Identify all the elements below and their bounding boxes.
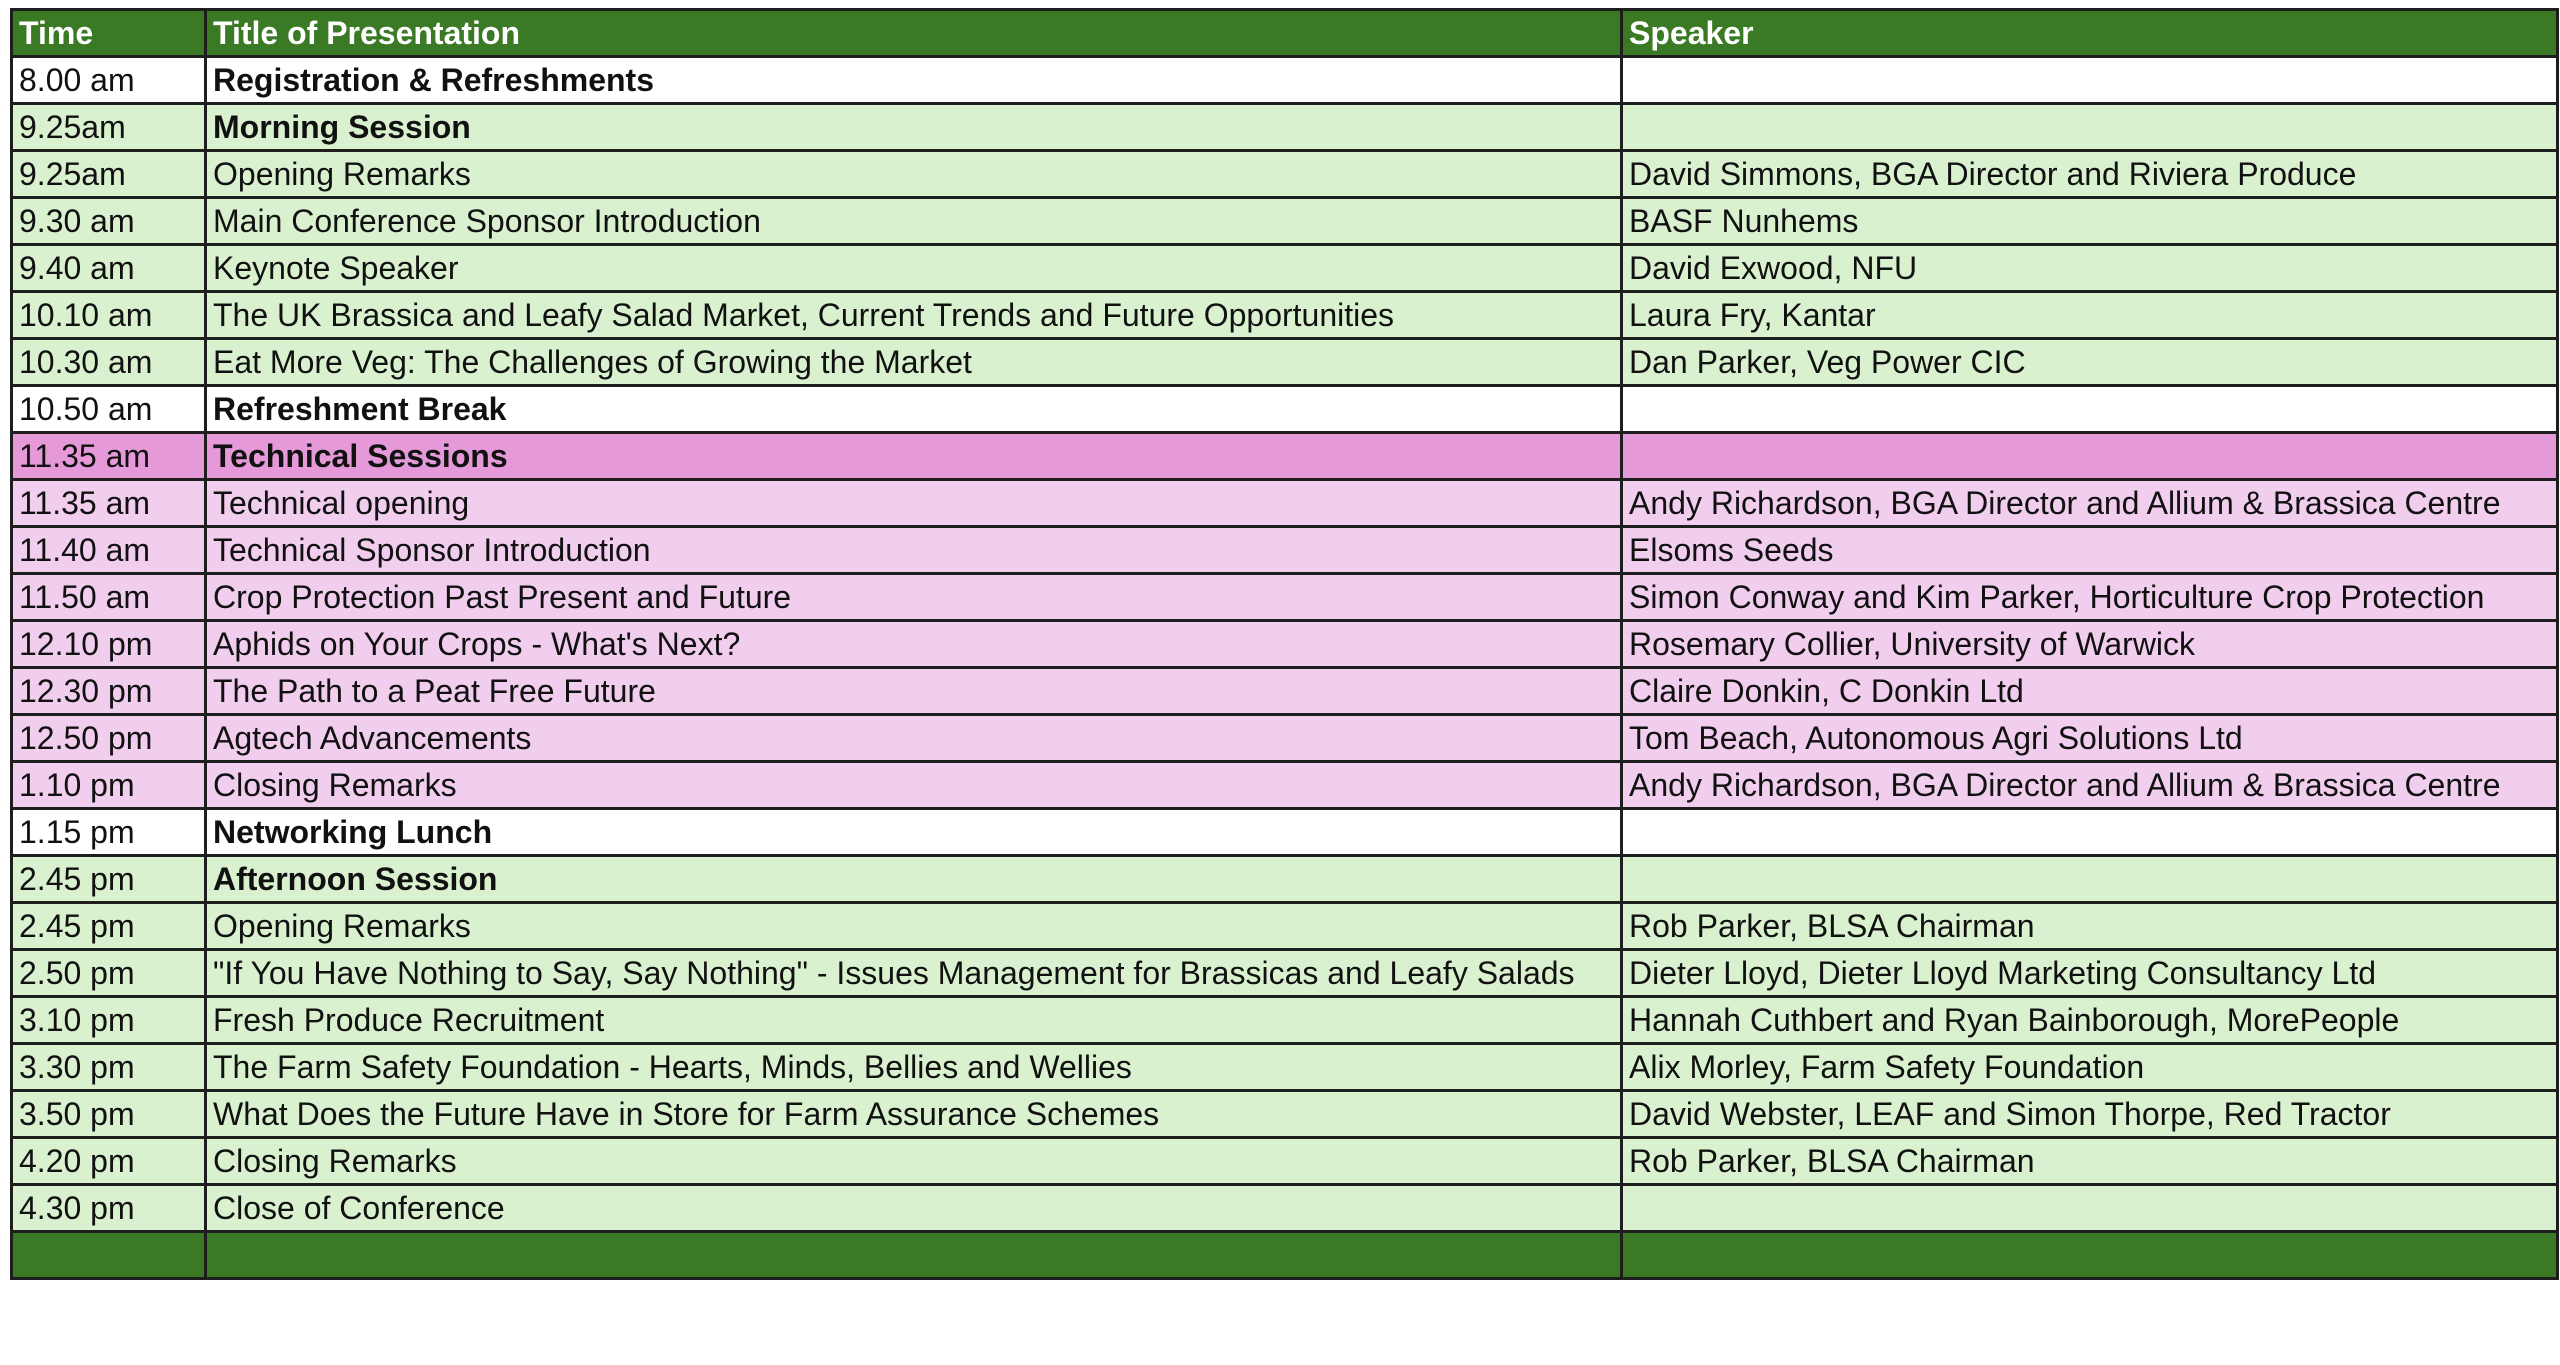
- row-speaker: Dan Parker, Veg Power CIC: [1622, 339, 2558, 386]
- agenda-row: [12, 57, 2558, 104]
- row-speaker: BASF Nunhems: [1622, 198, 2558, 245]
- row-time: 8.00 am: [12, 57, 206, 104]
- row-time: 10.10 am: [12, 292, 206, 339]
- row-title: Fresh Produce Recruitment: [206, 997, 1622, 1044]
- agenda-row: [12, 715, 2558, 762]
- agenda-row: [12, 198, 2558, 245]
- row-time: 12.30 pm: [12, 668, 206, 715]
- row-speaker: [1622, 104, 2558, 151]
- row-time: 2.45 pm: [12, 903, 206, 950]
- agenda-sheet: [10, 8, 2556, 1280]
- row-speaker: Simon Conway and Kim Parker, Horticulture Crop Protection: [1622, 574, 2558, 621]
- row-time: 11.40 am: [12, 527, 206, 574]
- row-time: 11.35 am: [12, 480, 206, 527]
- row-speaker: Hannah Cuthbert and Ryan Bainborough, MorePeople: [1622, 997, 2558, 1044]
- row-time: 2.45 pm: [12, 856, 206, 903]
- agenda-row: [12, 151, 2558, 198]
- agenda-table: [10, 8, 2559, 1280]
- row-title: Afternoon Session: [206, 856, 1622, 903]
- agenda-row: [12, 903, 2558, 950]
- row-time: 1.15 pm: [12, 809, 206, 856]
- row-time: 3.30 pm: [12, 1044, 206, 1091]
- agenda-row: [12, 1138, 2558, 1185]
- agenda-row: [12, 1185, 2558, 1232]
- row-title: Registration & Refreshments: [206, 57, 1622, 104]
- row-title: Refreshment Break: [206, 386, 1622, 433]
- agenda-row: [12, 668, 2558, 715]
- row-speaker: Rob Parker, BLSA Chairman: [1622, 903, 2558, 950]
- row-title: What Does the Future Have in Store for Farm Assurance Schemes: [206, 1091, 1622, 1138]
- row-title: Close of Conference: [206, 1185, 1622, 1232]
- row-speaker: Andy Richardson, BGA Director and Allium & Brassica Centre: [1622, 762, 2558, 809]
- row-time: 3.10 pm: [12, 997, 206, 1044]
- row-speaker: [1622, 57, 2558, 104]
- header-speaker: Speaker: [1622, 10, 2558, 57]
- row-title: Keynote Speaker: [206, 245, 1622, 292]
- row-title: Technical opening: [206, 480, 1622, 527]
- row-title: Morning Session: [206, 104, 1622, 151]
- agenda-row: [12, 574, 2558, 621]
- row-time: 9.40 am: [12, 245, 206, 292]
- footer-cell-title: [206, 1232, 1622, 1279]
- row-speaker: Rob Parker, BLSA Chairman: [1622, 1138, 2558, 1185]
- row-title: Crop Protection Past Present and Future: [206, 574, 1622, 621]
- row-time: 11.35 am: [12, 433, 206, 480]
- row-title: "If You Have Nothing to Say, Say Nothing" - Issues Management for Brassicas and Leafy Salads: [206, 950, 1622, 997]
- row-time: 2.50 pm: [12, 950, 206, 997]
- row-title: Aphids on Your Crops - What's Next?: [206, 621, 1622, 668]
- row-title: Agtech Advancements: [206, 715, 1622, 762]
- row-title: Opening Remarks: [206, 903, 1622, 950]
- agenda-row: [12, 104, 2558, 151]
- row-title: The Farm Safety Foundation - Hearts, Minds, Bellies and Wellies: [206, 1044, 1622, 1091]
- row-speaker: Claire Donkin, C Donkin Ltd: [1622, 668, 2558, 715]
- agenda-row: [12, 339, 2558, 386]
- row-speaker: David Webster, LEAF and Simon Thorpe, Red Tractor: [1622, 1091, 2558, 1138]
- row-title: Closing Remarks: [206, 762, 1622, 809]
- row-title: Networking Lunch: [206, 809, 1622, 856]
- row-title: Technical Sessions: [206, 433, 1622, 480]
- row-speaker: [1622, 433, 2558, 480]
- agenda-row: [12, 245, 2558, 292]
- header-title: Title of Presentation: [206, 10, 1622, 57]
- agenda-row: [12, 1091, 2558, 1138]
- row-time: 4.20 pm: [12, 1138, 206, 1185]
- row-speaker: David Exwood, NFU: [1622, 245, 2558, 292]
- row-speaker: Andy Richardson, BGA Director and Allium & Brassica Centre: [1622, 480, 2558, 527]
- row-title: Main Conference Sponsor Introduction: [206, 198, 1622, 245]
- footer-row: [12, 1232, 2558, 1279]
- agenda-row: [12, 527, 2558, 574]
- agenda-row: [12, 997, 2558, 1044]
- row-title: Closing Remarks: [206, 1138, 1622, 1185]
- header-row: [12, 10, 2558, 57]
- agenda-row: [12, 386, 2558, 433]
- row-time: 12.10 pm: [12, 621, 206, 668]
- agenda-row: [12, 292, 2558, 339]
- row-title: The UK Brassica and Leafy Salad Market, Current Trends and Future Opportunities: [206, 292, 1622, 339]
- row-time: 4.30 pm: [12, 1185, 206, 1232]
- row-speaker: [1622, 386, 2558, 433]
- row-time: 9.30 am: [12, 198, 206, 245]
- row-time: 9.25am: [12, 151, 206, 198]
- row-speaker: Alix Morley, Farm Safety Foundation: [1622, 1044, 2558, 1091]
- agenda-row: [12, 762, 2558, 809]
- row-time: 3.50 pm: [12, 1091, 206, 1138]
- agenda-row: [12, 1044, 2558, 1091]
- row-time: 10.30 am: [12, 339, 206, 386]
- row-title: Opening Remarks: [206, 151, 1622, 198]
- agenda-row: [12, 480, 2558, 527]
- agenda-row: [12, 856, 2558, 903]
- row-speaker: David Simmons, BGA Director and Riviera Produce: [1622, 151, 2558, 198]
- row-speaker: Tom Beach, Autonomous Agri Solutions Ltd: [1622, 715, 2558, 762]
- row-time: 11.50 am: [12, 574, 206, 621]
- row-speaker: [1622, 1185, 2558, 1232]
- row-speaker: Rosemary Collier, University of Warwick: [1622, 621, 2558, 668]
- agenda-row: [12, 809, 2558, 856]
- agenda-body: [12, 57, 2558, 1232]
- row-title: The Path to a Peat Free Future: [206, 668, 1622, 715]
- agenda-row: [12, 621, 2558, 668]
- header-time: Time: [12, 10, 206, 57]
- row-time: 1.10 pm: [12, 762, 206, 809]
- row-speaker: [1622, 809, 2558, 856]
- agenda-row: [12, 433, 2558, 480]
- row-time: 12.50 pm: [12, 715, 206, 762]
- footer-cell-time: [12, 1232, 206, 1279]
- row-speaker: Elsoms Seeds: [1622, 527, 2558, 574]
- agenda-row: [12, 950, 2558, 997]
- row-time: 9.25am: [12, 104, 206, 151]
- row-title: Technical Sponsor Introduction: [206, 527, 1622, 574]
- row-speaker: Laura Fry, Kantar: [1622, 292, 2558, 339]
- footer-cell-speaker: [1622, 1232, 2558, 1279]
- row-title: Eat More Veg: The Challenges of Growing the Market: [206, 339, 1622, 386]
- row-speaker: [1622, 856, 2558, 903]
- row-time: 10.50 am: [12, 386, 206, 433]
- row-speaker: Dieter Lloyd, Dieter Lloyd Marketing Consultancy Ltd: [1622, 950, 2558, 997]
